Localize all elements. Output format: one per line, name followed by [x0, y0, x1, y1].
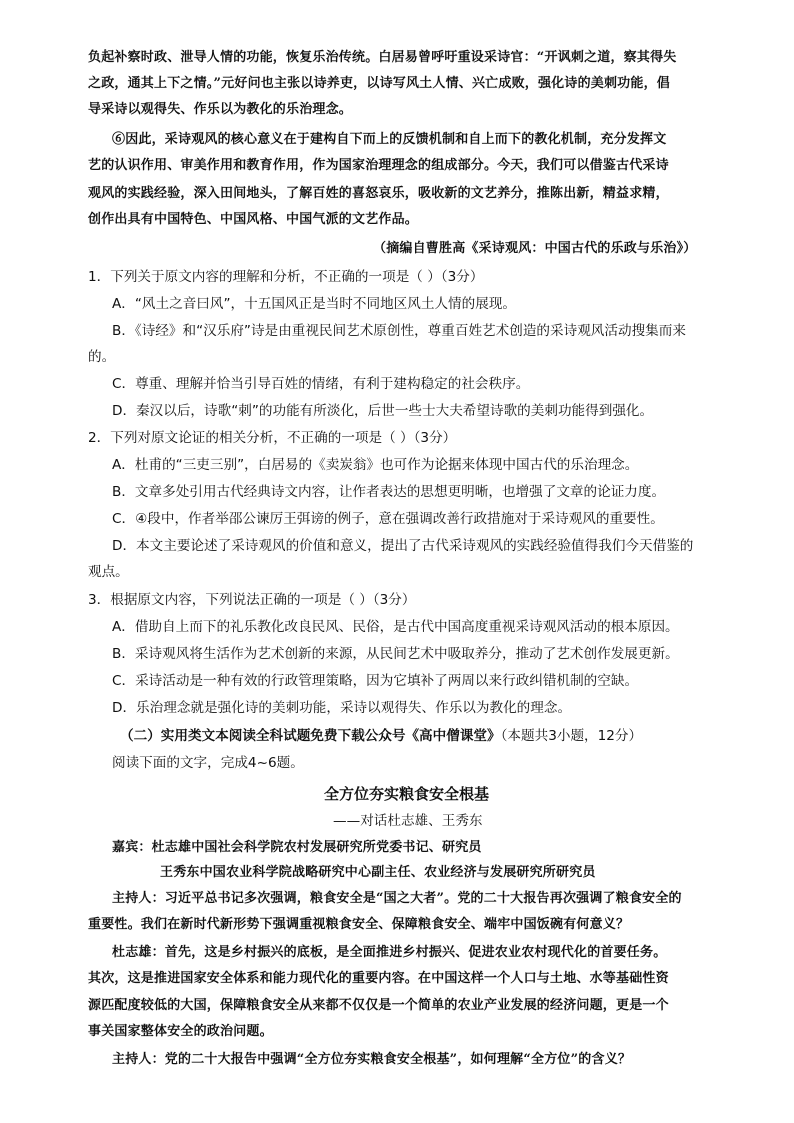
q1-option-d: D．秦汉以后，诗歌“刺”的功能有所淡化，后世一些士大夫希望诗歌的美刺功能得到强化。	[112, 403, 654, 419]
q1-stem: 1．下列关于原文内容的理解和分析，不正确的一项是（ ）（3分）	[88, 269, 484, 285]
passage-p5-line3: 导采诗以观得失、作乐以为教化的乐治理念。	[88, 102, 353, 117]
section2-heading-bold: （二）实用类文本阅读全科试题免费下载公众号《高中僧课堂》	[120, 728, 501, 744]
host-question2: 主持人：党的二十大报告中强调“全方位夯实粮食安全根基”，如何理解“全方位”的含义？	[112, 1052, 632, 1067]
du-answer-line2: 其次，这是推进国家安全体系和能力现代化的重要内容。在中国这样一个人口与土地、水等基础性资	[88, 971, 669, 986]
du-answer-line1: 杜志雄：首先，这是乡村振兴的底板，是全面推进乡村振兴、促进农业农村现代化的首要任务。	[112, 945, 667, 960]
du-answer-line4: 事关国家整体安全的政治问题。	[88, 1024, 273, 1039]
q3-option-b: B．采诗观风将生活作为艺术创新的来源，从民间艺术中吸取养分，推动了艺术创作发展更新。	[112, 646, 679, 662]
passage-p6-line2: 艺的认识作用、审美作用和教育作用，作为国家治理理念的组成部分。今天，我们可以借鉴古代采诗	[88, 158, 669, 173]
q3-option-a: A．借助自上而下的礼乐教化改良民风、民俗，是古代中国高度重视采诗观风活动的根本原因。	[112, 619, 679, 635]
passage-p6-line4: 创作出具有中国特色、中国风格、中国气派的文艺作品。	[88, 212, 419, 227]
q2-option-c: C．④段中，作者举邵公谏厉王弭谤的例子，意在强调改善行政措施对于采诗观风的重要性。	[112, 511, 664, 527]
q2-option-d-line1: D．本文主要论述了采诗观风的价值和意义，提出了古代采诗观风的实践经验值得我们今天借鉴的	[112, 538, 694, 554]
passage-p6-line3: 观风的实践经验，深入田间地头，了解百姓的喜怒哀乐，吸收新的文艺养分，推陈出新，精益求精，	[88, 186, 669, 201]
q1-option-b-line2: 的。	[88, 349, 116, 365]
q2-option-a: A．杜甫的“三吏三别”，白居易的《卖炭翁》也可作为论据来体现中国古代的乐治理念。	[112, 457, 639, 473]
passage-p5-line1: 负起补察时政、泄导人情的功能，恢复乐治传统。白居易曾呼吁重设采诗官：“开讽刺之道，察其得失	[88, 50, 677, 65]
section2-instruction: 阅读下面的文字，完成4~6题。	[112, 755, 304, 771]
q3-option-c: C．采诗活动是一种有效的行政管理策略，因为它填补了两周以来行政纠错机制的空缺。	[112, 673, 639, 689]
section2-heading-rest: （本题共3小题，12分）	[500, 728, 643, 744]
q2-option-d-line2: 观点。	[88, 564, 129, 580]
section2-heading	[120, 725, 642, 747]
article-subtitle: ——对话杜志雄、王秀东	[333, 813, 483, 829]
article-title: 全方位夯实粮食安全根基	[324, 785, 490, 803]
host-question1-line2: 重要性。我们在新时代新形势下强调重视粮食安全、保障粮食安全、端牢中国饭碗有何意义？	[88, 917, 630, 932]
du-answer-line3: 源匹配度较低的大国，保障粮食安全从来都不仅仅是一个简单的农业产业发展的经济问题，更是一个	[88, 998, 669, 1013]
q2-option-b: B．文章多处引用古代经典诗文内容，让作者表达的思想更明晰，也增强了文章的论证力度。	[112, 484, 666, 500]
q1-option-b-line1: B．《诗经》和“汉乐府”诗是由重视民间艺术原创性，尊重百姓艺术创造的采诗观风活动搜集而来	[112, 323, 686, 339]
passage-p6-line1: ⑥因此，采诗观风的核心意义在于建构自下而上的反馈机制和自上而下的教化机制，充分发挥文	[112, 132, 667, 147]
guest-du: 嘉宾：杜志雄中国社会科学院农村发展研究所党委书记、研究员	[112, 840, 482, 855]
q1-option-c: C．尊重、理解并恰当引导百姓的情绪，有利于建构稳定的社会秩序。	[112, 376, 530, 392]
q3-option-d: D．乐治理念就是强化诗的美刺功能，采诗以观得失、作乐以为教化的理念。	[112, 700, 572, 716]
q1-option-a: A．“风土之音曰风”，十五国风正是当时不同地区风土人情的展现。	[112, 296, 517, 312]
host-question1-line1: 主持人：习近平总书记多次强调，粮食安全是“国之大者”。党的二十大报告再次强调了粮食安全的	[112, 891, 682, 906]
guest-wang: 王秀东中国农业科学院战略研究中心副主任、农业经济与发展研究所研究员	[160, 865, 596, 880]
passage-source: （摘编自曹胜高《采诗观风：中国古代的乐政与乐治》）	[373, 241, 697, 256]
passage-p5-line2: 之政，通其上下之情。”元好问也主张以诗养吏，以诗写风土人情、兴亡成败，强化诗的美刺功能，倡	[88, 76, 670, 91]
q2-stem: 2．下列对原文论证的相关分析，不正确的一项是（ ）（3分）	[88, 430, 457, 446]
q3-stem: 3．根据原文内容，下列说法正确的一项是（ ）（3分）	[88, 592, 416, 608]
